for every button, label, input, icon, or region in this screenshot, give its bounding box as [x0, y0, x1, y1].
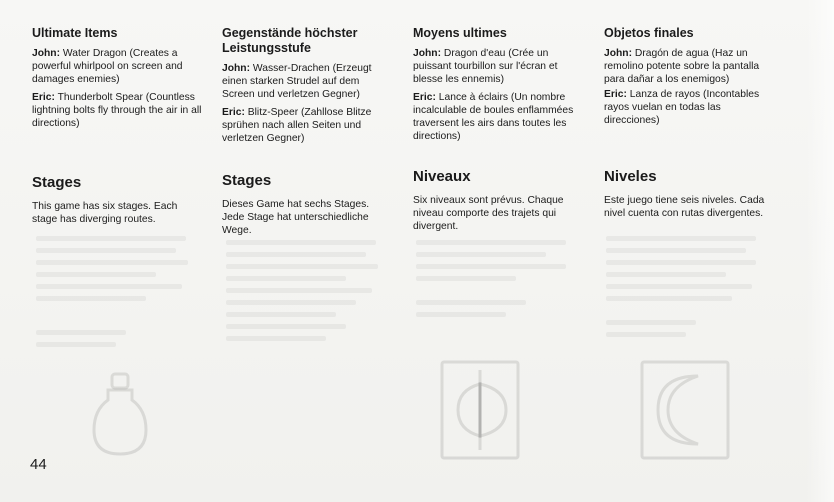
stages-section-spanish: [604, 168, 774, 220]
ultimate-items-heading: Gegenstände höchster Leistungsstufe: [222, 26, 358, 55]
bleed-through-axe-icon: [440, 360, 520, 460]
ultimate-items-heading: Objetos finales: [604, 26, 694, 40]
ultimate-items-heading: Moyens ultimes: [413, 26, 507, 40]
bleed-through-potion-icon: [90, 370, 150, 460]
bleed-through-text: [606, 272, 726, 277]
eric-item-entry: [32, 91, 202, 130]
eric-item-entry: [413, 91, 583, 143]
eric-label: Eric:: [413, 92, 436, 103]
bleed-through-text: [606, 332, 686, 337]
bleed-through-text: [226, 312, 336, 317]
eric-label: Eric:: [222, 107, 245, 118]
bleed-through-text: [606, 260, 756, 265]
stages-section-german: [222, 172, 392, 237]
stages-text: Dieses Game hat sechs Stages. Jede Stage hat unterschiedliche Wege.: [222, 199, 370, 236]
john-item-text: Wasser-Drachen (Erzeugt einen starken Strudel auf dem Screen und verletzen Gegner): [222, 63, 372, 100]
john-item-text: Dragón de agua (Haz un remolino potente sobre la pantalla para dañar a los enemigos): [604, 48, 760, 85]
stages-heading: Niveaux: [413, 168, 471, 185]
john-item-entry: [413, 47, 583, 86]
bleed-through-text: [36, 296, 146, 301]
stages-text: Six niveaux sont prévus. Chaque niveau comporte des trajets qui divergent.: [413, 195, 564, 232]
bleed-through-text: [416, 312, 506, 317]
bleed-through-text: [416, 276, 516, 281]
eric-item-text: Blitz-Speer (Zahllose Blitze sprühen nach allen Seiten und verletzen Gegner): [222, 107, 372, 144]
eric-item-entry: [222, 106, 392, 145]
john-item-text: Water Dragon (Creates a powerful whirlpool on screen and damages enemies): [32, 48, 183, 85]
bleed-through-text: [606, 236, 756, 241]
bleed-through-text: [226, 252, 366, 257]
bleed-through-text: [226, 264, 378, 269]
john-item-entry: [222, 62, 392, 101]
bleed-through-text: [226, 324, 346, 329]
bleed-through-crescent-icon: [640, 360, 730, 460]
bleed-through-text: [606, 248, 746, 253]
john-label: John:: [32, 48, 61, 59]
eric-item-text: Thunderbolt Spear (Countless lightning bolts fly through the air in all directions): [32, 92, 202, 129]
bleed-through-text: [606, 320, 696, 325]
bleed-through-text: [226, 276, 346, 281]
eric-label: Eric:: [32, 92, 55, 103]
bleed-through-text: [36, 236, 186, 241]
stages-text: Este juego tiene seis niveles. Cada nivel cuenta con rutas divergentes.: [604, 195, 765, 219]
bleed-through-text: [416, 300, 526, 305]
eric-item-text: Lanza de rayos (Incontables rayos vuelan en todas las direcciones): [604, 89, 760, 126]
stages-heading: Niveles: [604, 168, 657, 185]
stages-text: This game has six stages. Each stage has diverging routes.: [32, 201, 178, 225]
bleed-through-text: [606, 284, 752, 289]
bleed-through-text: [36, 330, 126, 335]
bleed-through-text: [416, 264, 566, 269]
john-label: John:: [222, 63, 251, 74]
stages-section-english: [32, 174, 202, 226]
stages-heading: Stages: [32, 174, 82, 191]
ultimate-items-heading: Ultimate Items: [32, 26, 118, 40]
bleed-through-text: [226, 288, 372, 293]
john-label: John:: [604, 48, 633, 59]
column-english: [32, 26, 202, 135]
bleed-through-text: [416, 240, 566, 245]
bleed-through-text: [36, 342, 116, 347]
bleed-through-text: [226, 240, 376, 245]
john-item-text: Dragon d'eau (Crée un puissant tourbillon sur l'écran et blesse les ennemis): [413, 48, 558, 85]
john-label: John:: [413, 48, 442, 59]
bleed-through-text: [36, 260, 188, 265]
column-german: [222, 26, 392, 150]
eric-label: Eric:: [604, 89, 627, 100]
bleed-through-text: [226, 336, 326, 341]
column-spanish: [604, 26, 774, 132]
stages-section-french: [413, 168, 583, 233]
bleed-through-text: [36, 248, 176, 253]
page-number: 44: [30, 456, 47, 473]
bleed-through-text: [416, 252, 546, 257]
column-french: [413, 26, 583, 148]
bleed-through-text: [226, 300, 356, 305]
stages-heading: Stages: [222, 172, 272, 189]
page-edge: [806, 0, 834, 502]
bleed-through-text: [606, 296, 732, 301]
bleed-through-text: [36, 272, 156, 277]
john-item-entry: [32, 47, 202, 86]
bleed-through-text: [36, 284, 182, 289]
eric-item-entry: [604, 88, 774, 127]
john-item-entry: [604, 47, 774, 86]
eric-item-text: Lance à éclairs (Un nombre incalculable de boules enflammées traversent les airs dans toutes les directions): [413, 92, 574, 142]
